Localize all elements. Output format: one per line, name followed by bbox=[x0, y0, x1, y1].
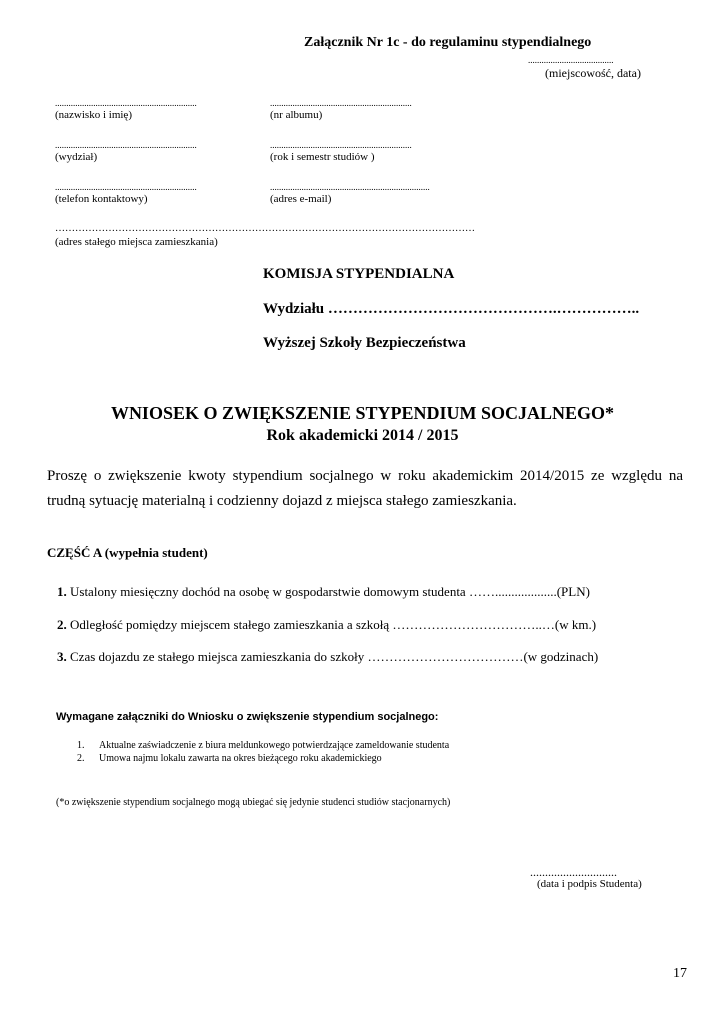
part-a-item-2 bbox=[57, 617, 596, 633]
name-label: (nazwisko i imię) bbox=[55, 109, 132, 121]
page-number: 17 bbox=[673, 966, 687, 981]
address-dots: ……………………………………………………………………………………………………………… bbox=[55, 223, 475, 234]
place-date-dots: ...................................... bbox=[528, 55, 614, 65]
faculty-dots: ............................................................... bbox=[55, 140, 197, 150]
part-a-item-1 bbox=[57, 584, 590, 600]
place-date-label: (miejscowość, data) bbox=[545, 66, 641, 80]
attachment-title: Załącznik Nr 1c - do regulaminu stypendialnego bbox=[304, 35, 592, 50]
attachments-heading: Wymagane załączniki do Wniosku o zwiększenie stypendium socjalnego: bbox=[56, 711, 439, 723]
faculty-label: (wydział) bbox=[55, 151, 98, 163]
academic-year: Rok akademicki 2014 / 2015 bbox=[266, 427, 459, 444]
phone-label: (telefon kontaktowy) bbox=[55, 193, 148, 205]
attachment-text: Umowa najmu lokalu zawarta na okres bieżącego roku akademickiego bbox=[99, 753, 382, 764]
name-dots: ............................................................... bbox=[55, 98, 197, 108]
addressee-committee: KOMISJA STYPENDIALNA bbox=[263, 266, 455, 282]
part-a-heading: CZĘŚĆ A (wypełnia student) bbox=[47, 545, 208, 560]
document-title: WNIOSEK O ZWIĘKSZENIE STYPENDIUM SOCJALNEGO* bbox=[110, 403, 615, 423]
address-label: (adres stałego miejsca zamieszkania) bbox=[55, 236, 218, 248]
footnote: (*o zwiększenie stypendium socjalnego mogą ubiegać się jedynie studenci studiów stacjonarnych) bbox=[56, 797, 451, 808]
attachment-number: 1. bbox=[77, 740, 85, 751]
signature-label: (data i podpis Studenta) bbox=[537, 878, 642, 890]
part-a-item-3 bbox=[57, 649, 598, 665]
item-text: Czas dojazdu ze stałego miejsca zamieszkania do szkoły ………………………………(w godzinach) bbox=[66, 649, 599, 664]
email-label: (adres e-mail) bbox=[270, 193, 332, 205]
year-label: (rok i semestr studiów ) bbox=[270, 151, 375, 163]
email-dots: ....................................................................... bbox=[270, 182, 430, 192]
album-label: (nr albumu) bbox=[270, 109, 323, 121]
addressee-faculty: Wydziału ……………………………………….…………….. bbox=[263, 301, 640, 317]
item-text: Ustalony miesięczny dochód na osobę w gospodarstwie domowym studenta ……...................(PLN) bbox=[66, 584, 590, 599]
attachment-item-2 bbox=[77, 753, 382, 764]
attachment-item-1 bbox=[77, 740, 450, 751]
item-number: 3. bbox=[57, 649, 67, 664]
phone-dots: ............................................................... bbox=[55, 182, 197, 192]
album-dots: ............................................................... bbox=[270, 98, 412, 108]
attachment-number: 2. bbox=[77, 753, 85, 764]
attachment-text: Aktualne zaświadczenie z biura meldunkowego potwierdzające zameldowanie studenta bbox=[99, 740, 450, 751]
request-paragraph: Proszę o zwiększenie kwoty stypendium socjalnego w roku akademickim 2014/2015 ze względu na trudną sytuację materialną i codzienny dojazd z miejsca stałego zamieszkania. bbox=[47, 468, 683, 509]
signature-dots: ............................. bbox=[530, 865, 617, 879]
item-number: 1. bbox=[57, 584, 67, 599]
item-text: Odległość pomiędzy miejscem stałego zamieszkania a szkołą ……………………………..…(w km.) bbox=[66, 617, 597, 632]
year-dots: ............................................................... bbox=[270, 140, 412, 150]
addressee-school: Wyższej Szkoły Bezpieczeństwa bbox=[263, 335, 466, 351]
item-number: 2. bbox=[57, 617, 67, 632]
